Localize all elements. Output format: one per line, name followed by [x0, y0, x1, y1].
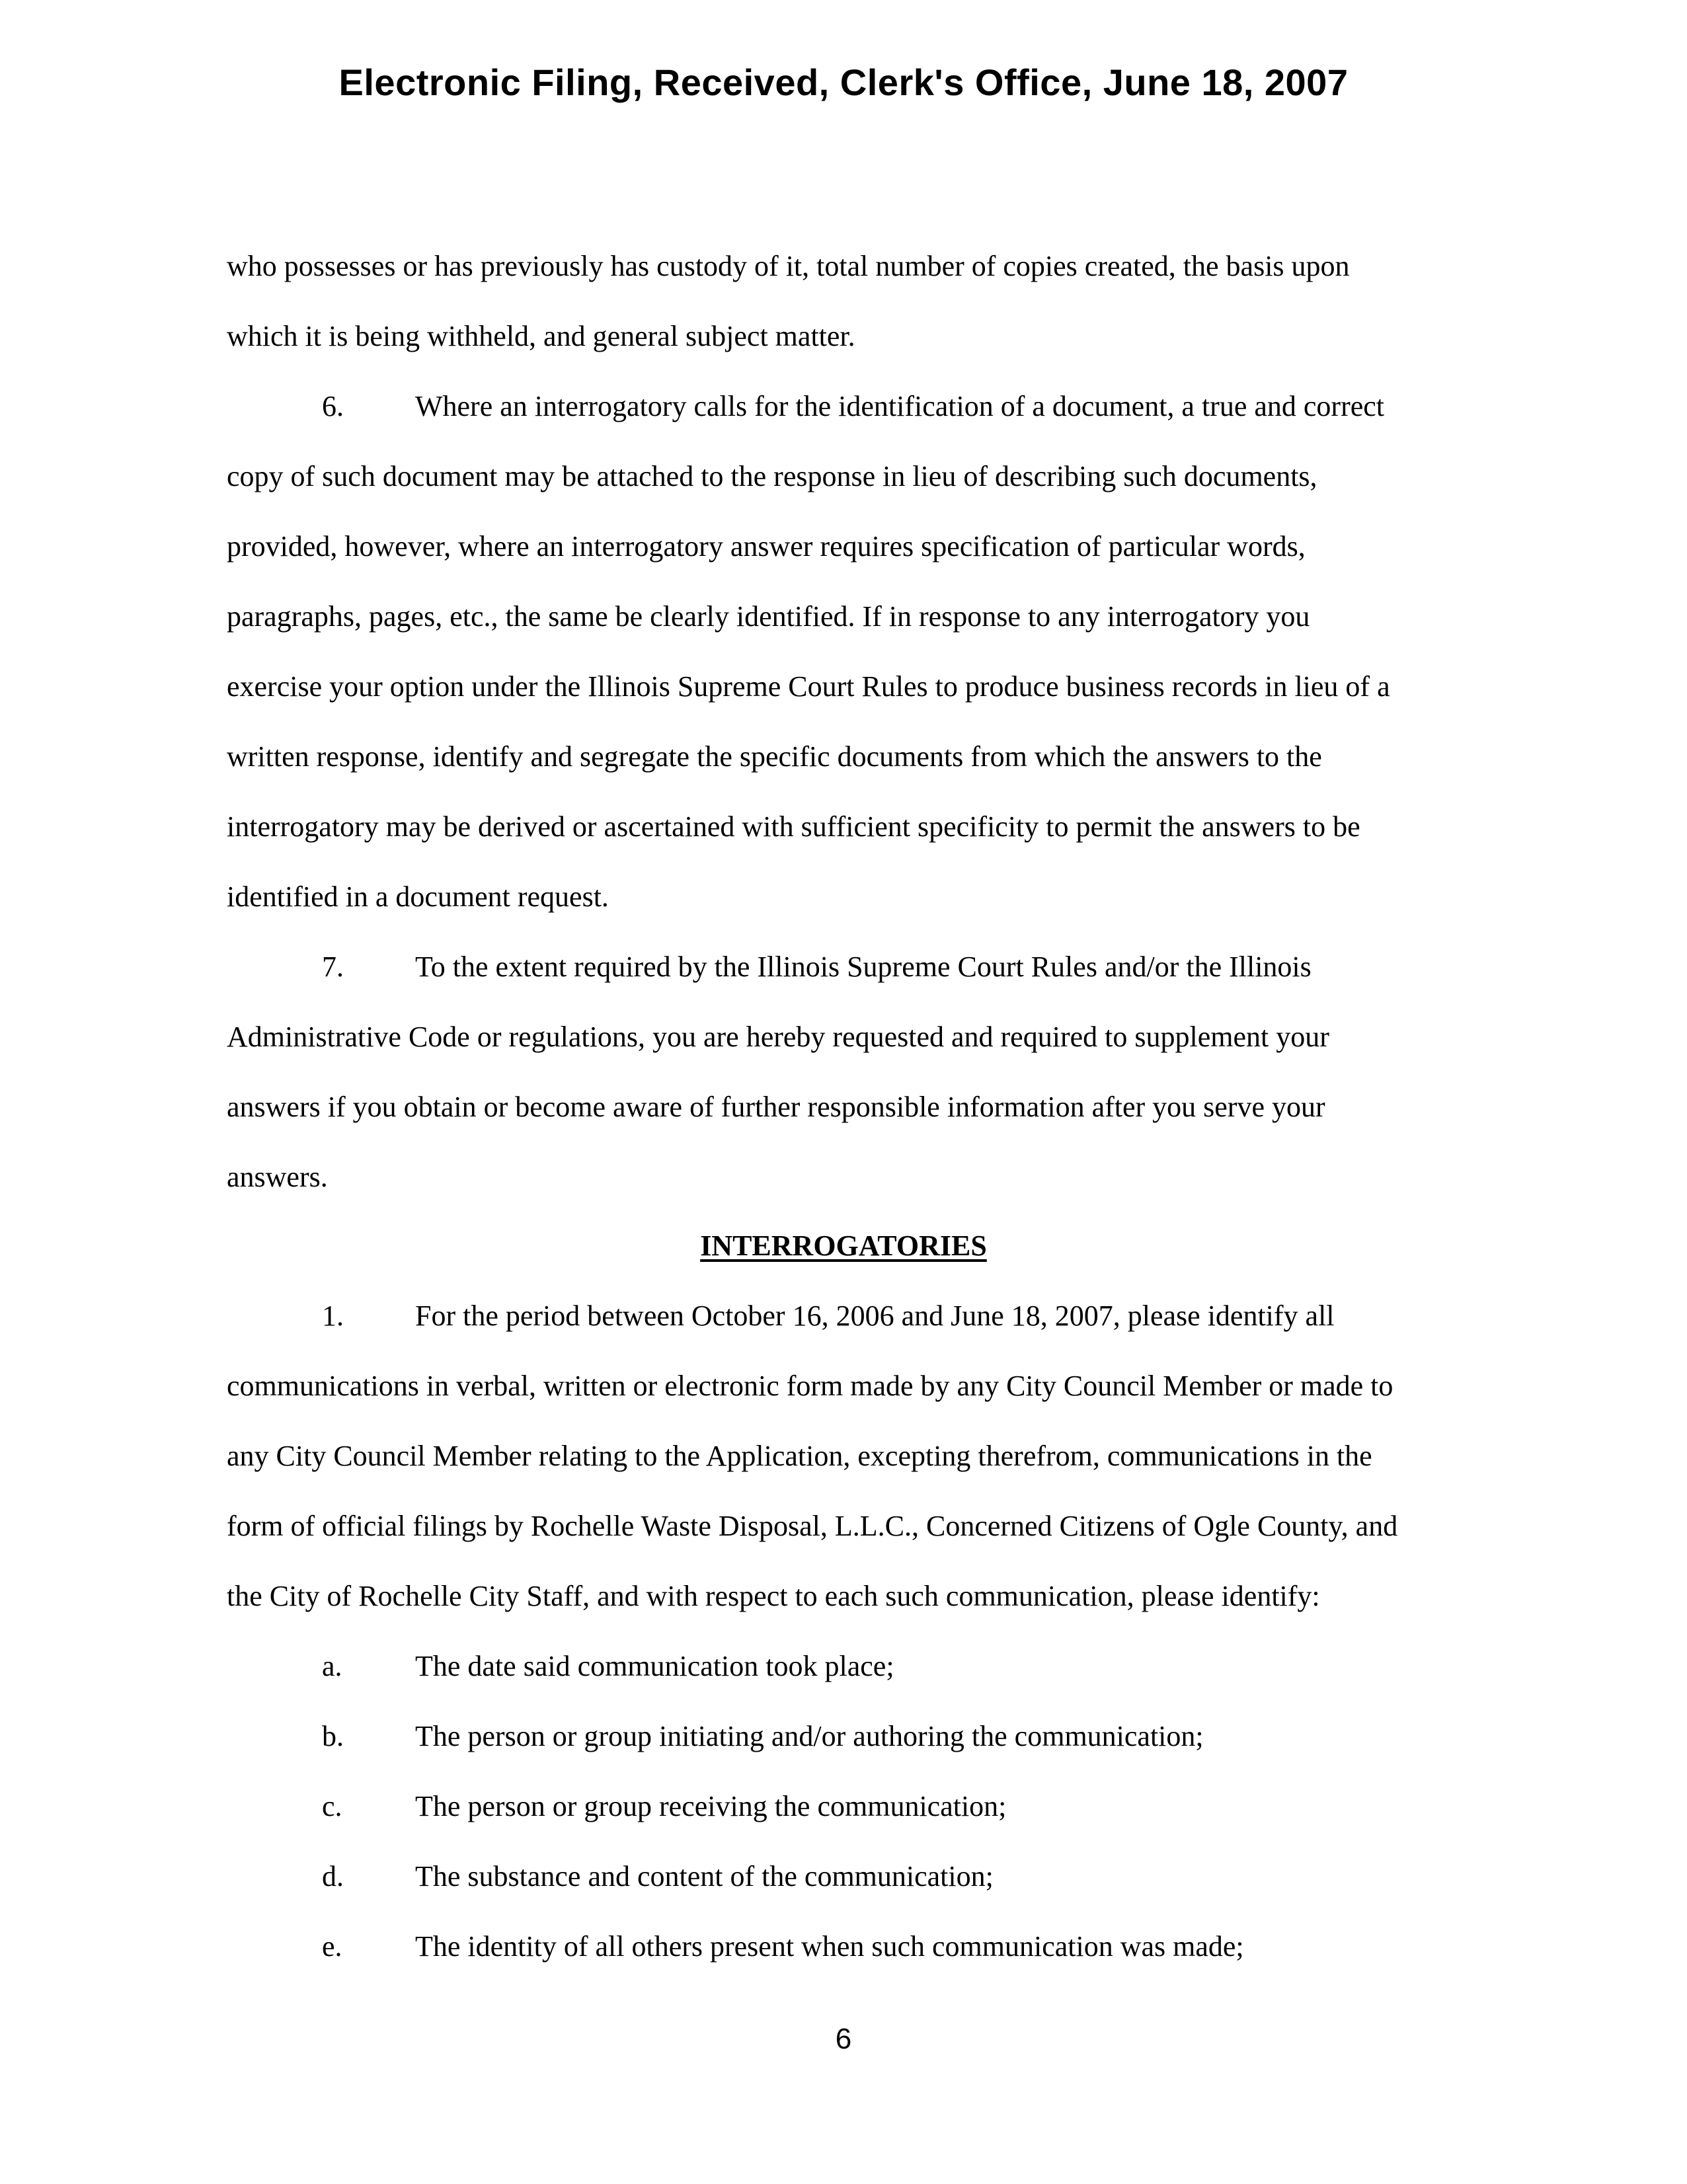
- subitem-label: e.: [322, 1930, 342, 1963]
- interrogatory-number: 1.: [322, 1300, 344, 1332]
- subitem-label: a.: [322, 1650, 342, 1682]
- subitem-label: b.: [322, 1720, 344, 1752]
- instruction-number: 7.: [322, 951, 344, 983]
- body-line: written response, identify and segregate the specific documents from which the answers to the: [227, 740, 1322, 773]
- subitem-label: c.: [322, 1790, 342, 1822]
- body-line: copy of such document may be attached to the response in lieu of describing such documents,: [227, 460, 1317, 492]
- body-line: provided, however, where an interrogatory answer requires specification of particular words,: [227, 530, 1306, 563]
- body-line: form of official filings by Rochelle Waste Disposal, L.L.C., Concerned Citizens of Ogle County, and: [227, 1510, 1398, 1542]
- body-line: answers if you obtain or become aware of further responsible information after you serve your: [227, 1091, 1325, 1123]
- body-line: any City Council Member relating to the Application, excepting therefrom, communications in the: [227, 1440, 1372, 1472]
- subitem-text: The person or group initiating and/or authoring the communication;: [415, 1720, 1204, 1752]
- subitem-text: The date said communication took place;: [415, 1650, 894, 1682]
- body-line: who possesses or has previously has custody of it, total number of copies created, the basis upon: [227, 250, 1350, 282]
- subitem-text: The identity of all others present when such communication was made;: [415, 1930, 1244, 1963]
- body-line: which it is being withheld, and general subject matter.: [227, 320, 855, 352]
- body-line: Where an interrogatory calls for the identification of a document, a true and correct: [415, 390, 1385, 422]
- body-line: Administrative Code or regulations, you are hereby requested and required to supplement your: [227, 1021, 1329, 1053]
- subitem-label: d.: [322, 1860, 344, 1892]
- body-line: exercise your option under the Illinois Supreme Court Rules to produce business records in lieu of a: [227, 670, 1390, 703]
- subitem-text: The person or group receiving the communication;: [415, 1790, 1007, 1822]
- body-line: interrogatory may be derived or ascertained with sufficient specificity to permit the answers to be: [227, 810, 1360, 843]
- body-line: the City of Rochelle City Staff, and with respect to each such communication, please identify:: [227, 1580, 1320, 1612]
- filing-stamp: Electronic Filing, Received, Clerk's Office, June 18, 2007: [338, 61, 1349, 103]
- body-line: To the extent required by the Illinois Supreme Court Rules and/or the Illinois: [415, 951, 1312, 983]
- body-line: identified in a document request.: [227, 880, 609, 913]
- body-line: communications in verbal, written or electronic form made by any City Council Member or made to: [227, 1370, 1393, 1402]
- body-line: paragraphs, pages, etc., the same be clearly identified. If in response to any interrogatory you: [227, 600, 1310, 633]
- instruction-number: 6.: [322, 390, 344, 422]
- section-heading: INTERROGATORIES: [700, 1229, 987, 1262]
- body-line: For the period between October 16, 2006 and June 18, 2007, please identify all: [415, 1300, 1335, 1332]
- subitem-text: The substance and content of the communication;: [415, 1860, 994, 1892]
- body-line: answers.: [227, 1161, 328, 1193]
- page-number: 6: [835, 2023, 852, 2055]
